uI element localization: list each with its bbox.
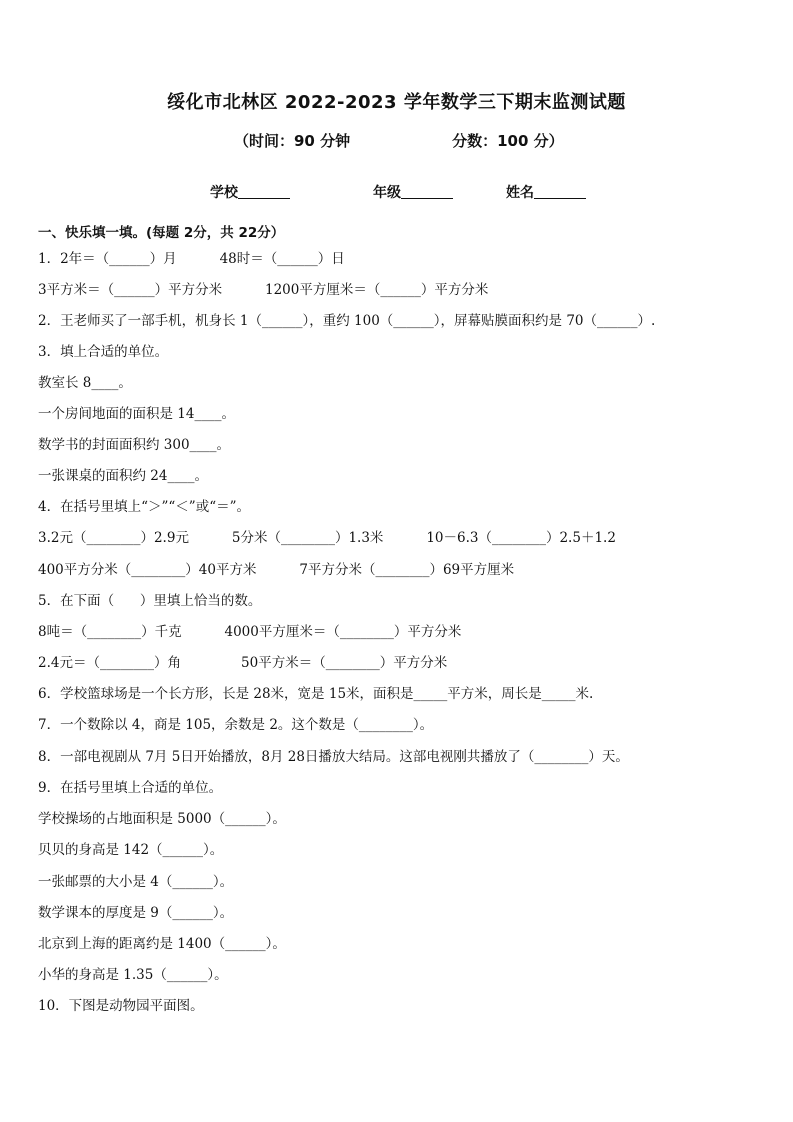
section-heading: 一、快乐填一填。(每题 2分，共 22分） bbox=[38, 225, 285, 241]
question-line: 3.2元（________）2.9元 5分米（________）1.3米 10－6.3（________）2.5＋1.2 bbox=[38, 530, 616, 546]
question-line: 10．下图是动物园平面图。 bbox=[38, 998, 204, 1014]
question-line: 一张邮票的大小是 4（______）。 bbox=[38, 874, 234, 890]
question-line: 一个房间地面的面积是 14____。 bbox=[38, 406, 235, 422]
question-line: 1．2年＝（______）月 48时＝（______）日 bbox=[38, 251, 345, 267]
question-line: 2．王老师买了一部手机，机身长 1（______），重约 100（______），屏幕贴膜面积约是 70（______）. bbox=[38, 313, 656, 329]
question-line: 9．在括号里填上合适的单位。 bbox=[38, 780, 223, 796]
question-line: 7．一个数除以 4，商是 105，余数是 2。这个数是（________）。 bbox=[38, 717, 434, 733]
score-label: 分数：100 分） bbox=[452, 132, 564, 150]
question-line: 400平方分米（________）40平方米 7平方分米（________）69平方厘米 bbox=[38, 562, 515, 578]
grade-field: 年级 bbox=[373, 182, 453, 202]
name-field: 姓名 bbox=[506, 182, 586, 202]
question-line: 小华的身高是 1.35（______）。 bbox=[38, 967, 228, 983]
question-line: 3平方米＝（______）平方分米 1200平方厘米＝（______）平方分米 bbox=[38, 282, 489, 298]
question-line: 8．一部电视剧从 7月 5日开始播放，8月 28日播放大结局。这部电视刚共播放了（________）天。 bbox=[38, 749, 629, 765]
question-line: 教室长 8____。 bbox=[38, 375, 132, 391]
school-field: 学校 bbox=[210, 182, 290, 202]
question-line: 3．填上合适的单位。 bbox=[38, 344, 169, 360]
question-line: 4．在括号里填上“＞”“＜”或“＝”。 bbox=[38, 499, 250, 515]
question-line: 数学课本的厚度是 9（______）。 bbox=[38, 905, 234, 921]
question-line: 贝贝的身高是 142（______）。 bbox=[38, 842, 224, 858]
question-line: 数学书的封面面积约 300____。 bbox=[38, 437, 231, 453]
question-line: 学校操场的占地面积是 5000（______）。 bbox=[38, 811, 286, 827]
page-title: 绥化市北林区 2022-2023 学年数学三下期末监测试题 bbox=[167, 92, 626, 113]
exam-meta bbox=[234, 130, 564, 151]
question-line: 北京到上海的距离约是 1400（______）。 bbox=[38, 936, 286, 952]
time-label: （时间：90 分钟 bbox=[234, 132, 351, 150]
question-line: 一张课桌的面积约 24____。 bbox=[38, 468, 208, 484]
question-line: 8吨＝（________）千克 4000平方厘米＝（________）平方分米 bbox=[38, 624, 462, 640]
question-line: 6．学校篮球场是一个长方形，长是 28米，宽是 15米，面积是_____平方米，周长是_____米. bbox=[38, 686, 594, 702]
question-line: 2.4元＝（________）角 50平方米＝（________）平方分米 bbox=[38, 655, 448, 671]
question-line: 5．在下面（ ）里填上恰当的数。 bbox=[38, 593, 262, 609]
